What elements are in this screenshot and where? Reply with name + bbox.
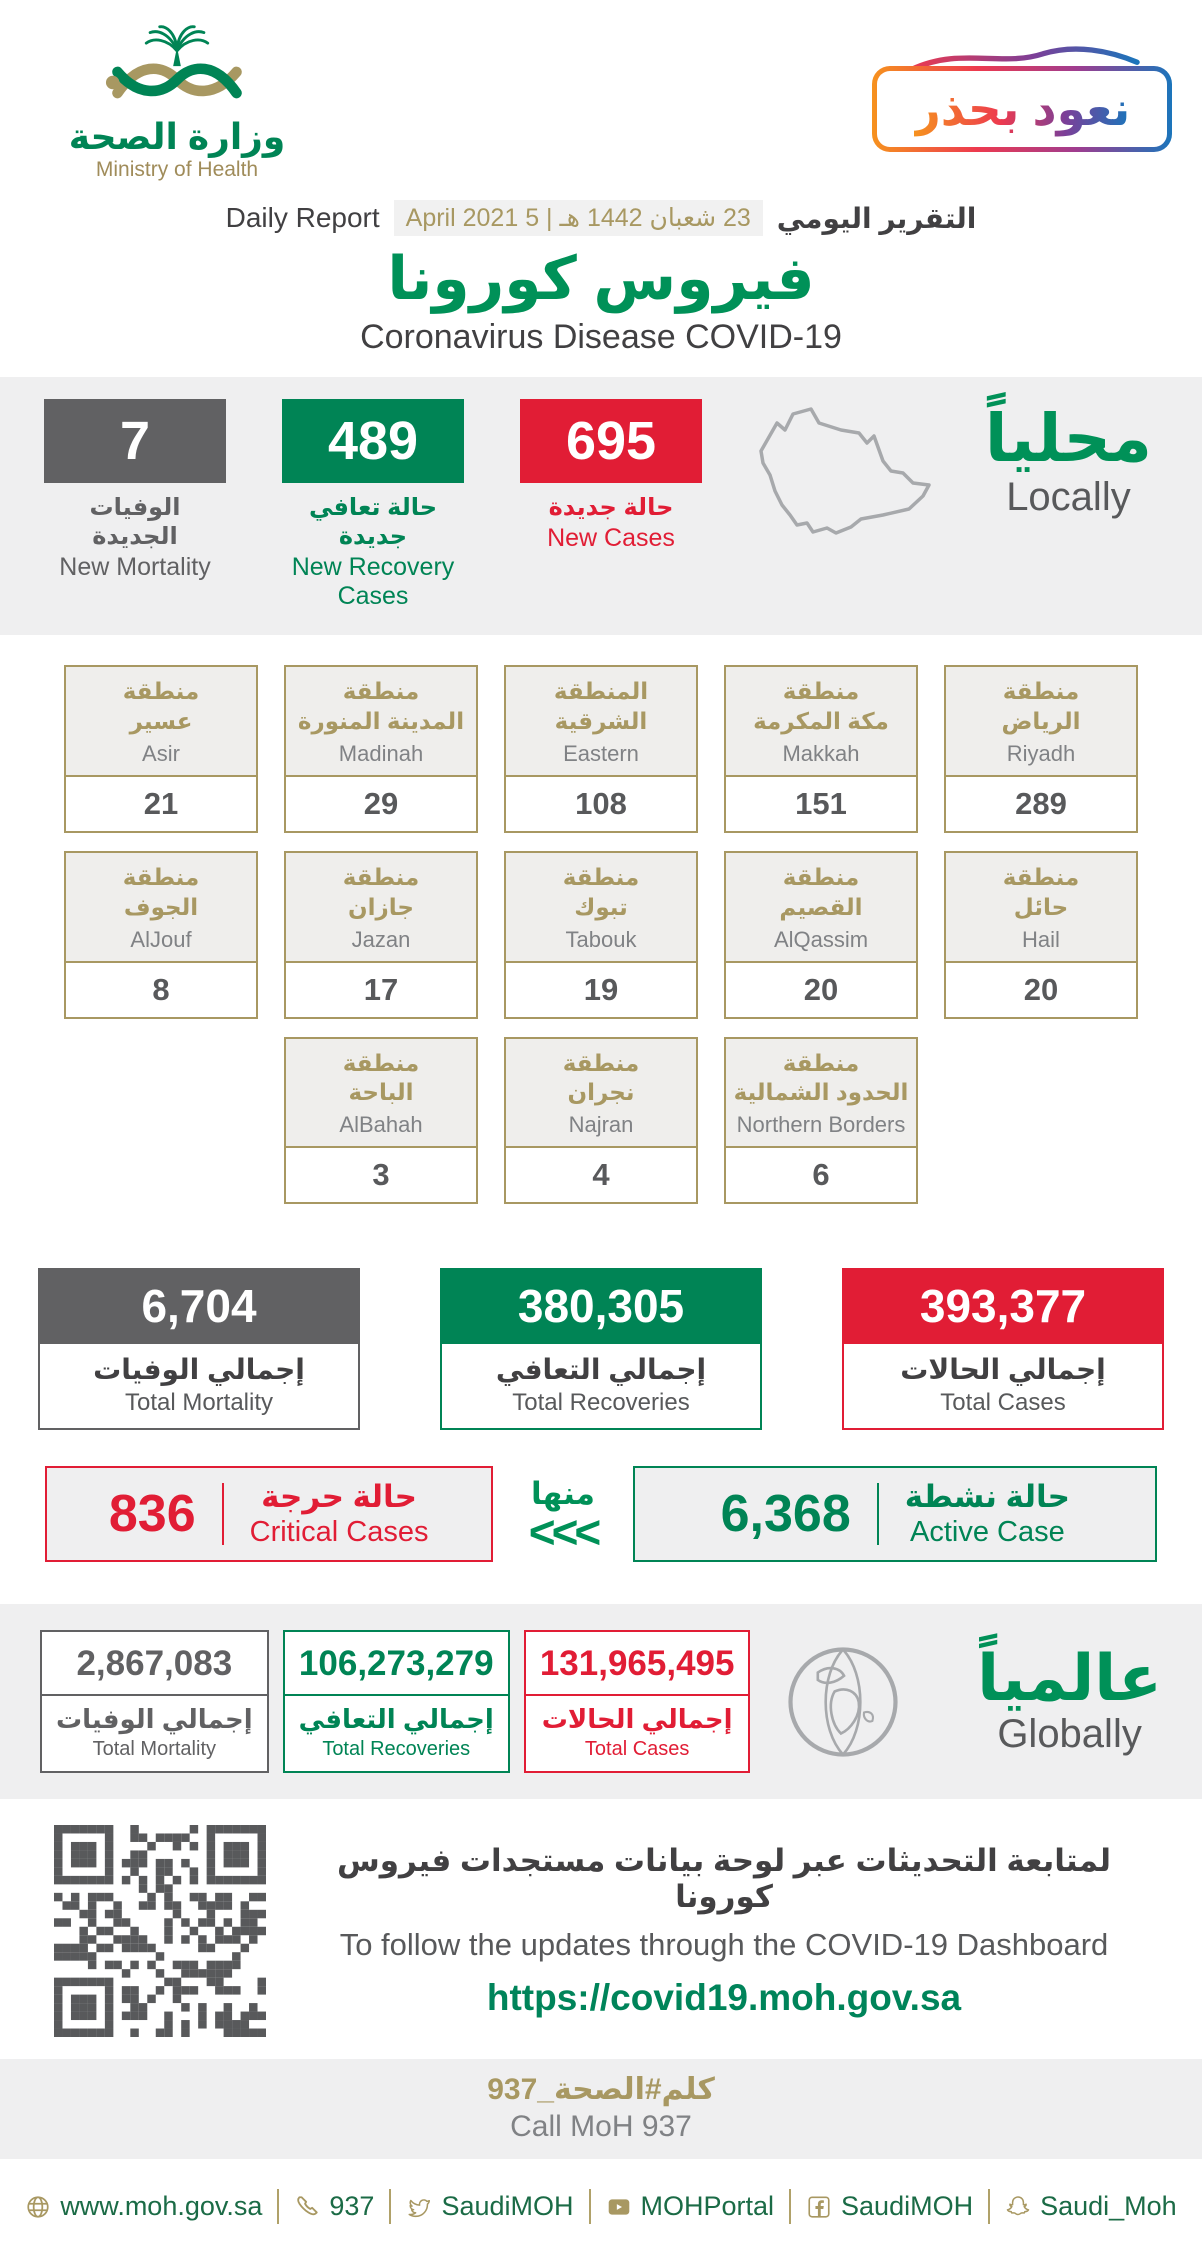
- region-prefix-arabic: منطقة: [122, 863, 200, 890]
- global-label-english: Total Mortality: [92, 1738, 216, 1761]
- report-line: [0, 200, 1202, 236]
- daily-report-label-en: Daily Report: [225, 202, 380, 233]
- active-label-arabic: حالة نشطة: [904, 1479, 1070, 1515]
- snapchat-icon: [1005, 2194, 1031, 2220]
- stat-label-english: New Cases: [547, 524, 675, 552]
- badge-text: نعود بحذر: [913, 82, 1131, 135]
- total-stat-box: [440, 1268, 762, 1430]
- globally-heading-arabic: عالمياً: [977, 1642, 1162, 1715]
- region-case-count: 20: [726, 961, 916, 1017]
- global-value: 106,273,279: [298, 1644, 494, 1684]
- region-case-count: 6: [726, 1146, 916, 1202]
- footer-link-label: 937: [329, 2191, 375, 2222]
- dashboard-note-english: To follow the updates through the COVID-19 Dashboard: [339, 1927, 1109, 1963]
- footer-link-item[interactable]: [990, 2189, 1192, 2224]
- region-card: [504, 665, 698, 833]
- region-card: [724, 665, 918, 833]
- region-card: [284, 665, 478, 833]
- of-which-indicator: [528, 1475, 598, 1558]
- footer-link-label: SaudiMOH: [841, 2191, 974, 2222]
- region-card: [64, 665, 258, 833]
- region-prefix-arabic: منطقة: [122, 678, 200, 704]
- critical-label-english: Critical Cases: [249, 1516, 429, 1549]
- dashboard-section: [0, 1799, 1202, 2055]
- region-name-english: Asir: [142, 740, 180, 766]
- global-stat-box: [283, 1630, 510, 1773]
- chevrons-left-icon: <<<: [528, 1505, 598, 1558]
- global-label-arabic: إجمالي التعافي: [298, 1704, 494, 1735]
- page-title-english: Coronavirus Disease COVID-19: [360, 318, 842, 356]
- stat-label-english: New Recovery Cases: [291, 553, 455, 610]
- critical-label-arabic: حالة حرجة: [261, 1479, 417, 1515]
- phone-icon: [294, 2194, 320, 2220]
- header: [0, 0, 1202, 192]
- region-case-count: 19: [506, 961, 696, 1017]
- global-value: 131,965,495: [539, 1644, 735, 1684]
- breakdown-row: [0, 1466, 1202, 1562]
- region-card-header: [946, 667, 1136, 775]
- region-case-count: 3: [286, 1146, 476, 1202]
- footer-links: [0, 2159, 1202, 2254]
- call-label-english: Call MoH 937: [510, 2110, 692, 2144]
- region-case-count: 151: [726, 775, 916, 831]
- locally-stat: [520, 399, 702, 611]
- stat-label-arabic: حالة جديدة: [548, 494, 674, 521]
- total-value: 380,305: [440, 1268, 762, 1344]
- logo-english-wordmark: Ministry of Health: [95, 157, 259, 181]
- saudi-arabia-map-icon: [728, 399, 938, 549]
- global-label-arabic: إجمالي الوفيات: [56, 1704, 253, 1735]
- locally-stats: [44, 399, 702, 611]
- region-card-header: [286, 1039, 476, 1147]
- region-name-english: Tabouk: [565, 926, 637, 952]
- region-card-header: [66, 853, 256, 961]
- footer-link-label: Saudi_Moh: [1040, 2191, 1177, 2222]
- page-title-arabic: فيروس كورونا: [387, 245, 815, 312]
- region-name-english: Madinah: [338, 740, 424, 766]
- total-label-english: Total Mortality: [124, 1389, 274, 1417]
- region-card: [504, 851, 698, 1019]
- of-which-label-arabic: منها: [531, 1475, 595, 1511]
- region-case-count: 21: [66, 775, 256, 831]
- region-name-arabic: الشرقية: [554, 707, 648, 734]
- daily-report-label-ar: التقرير اليومي: [776, 202, 977, 234]
- locally-section: [0, 377, 1202, 635]
- region-name-english: Makkah: [782, 740, 860, 766]
- locally-stat: [282, 399, 464, 611]
- global-label-english: Total Cases: [584, 1738, 690, 1761]
- region-card-header: [946, 853, 1136, 961]
- region-name-arabic: الجوف: [123, 893, 199, 920]
- regions-section: [0, 635, 1202, 1226]
- region-name-arabic: عسير: [129, 707, 193, 734]
- stat-value: 7: [44, 399, 226, 483]
- call-hashtag-arabic: كلم#الصحة_937: [487, 2073, 715, 2107]
- region-name-english: Najran: [568, 1112, 634, 1138]
- region-name-arabic: جازان: [348, 893, 414, 920]
- region-name-arabic: نجران: [567, 1079, 635, 1106]
- region-case-count: 8: [66, 961, 256, 1017]
- moh-logo: [52, 22, 302, 182]
- total-label-english: Total Recoveries: [512, 1389, 690, 1417]
- region-case-count: 289: [946, 775, 1136, 831]
- region-card-header: [66, 667, 256, 775]
- global-label-english: Total Recoveries: [322, 1738, 471, 1761]
- moh-palm-emblem-icon: [92, 22, 262, 118]
- active-cases-value: 6,368: [720, 1485, 851, 1544]
- region-case-count: 17: [286, 961, 476, 1017]
- footer-link-label: MOHPortal: [640, 2191, 775, 2222]
- divider: [285, 1694, 508, 1696]
- region-name-english: AlBahah: [339, 1112, 423, 1138]
- region-card-header: [506, 667, 696, 775]
- qr-code: [54, 1825, 266, 2037]
- region-card-header: [506, 853, 696, 961]
- youtube-icon: [606, 2194, 632, 2220]
- stat-label-arabic: حالة تعافي جديدة: [308, 494, 438, 550]
- dashboard-note-arabic: لمتابعة التحديثات عبر لوحة بيانات مستجدات فيروس كورونا: [337, 1843, 1111, 1915]
- locally-heading-english: Locally: [1006, 475, 1131, 519]
- total-label-english: Total Cases: [940, 1389, 1066, 1417]
- region-name-arabic: المدينة المنورة: [297, 707, 465, 734]
- region-name-arabic: القصيم: [779, 893, 863, 920]
- region-prefix-arabic: منطقة: [1002, 678, 1080, 704]
- total-stat-box: [842, 1268, 1164, 1430]
- region-prefix-arabic: منطقة: [562, 863, 640, 890]
- region-prefix-arabic: منطقة: [782, 678, 860, 704]
- region-card: [944, 665, 1138, 833]
- region-card: [64, 851, 258, 1019]
- region-name-english: AlJouf: [130, 926, 192, 952]
- globally-heading: [977, 1642, 1162, 1757]
- footer-link-item[interactable]: [391, 2189, 590, 2224]
- totals-row: [0, 1268, 1202, 1430]
- total-value: 6,704: [38, 1268, 360, 1344]
- globally-section: [0, 1604, 1202, 1799]
- region-card: [284, 1037, 478, 1205]
- total-stat-box: [38, 1268, 360, 1430]
- region-card: [944, 851, 1138, 1019]
- footer-link-label: www.moh.gov.sa: [60, 2191, 263, 2222]
- region-prefix-arabic: منطقة: [782, 1049, 860, 1076]
- footer-link-item[interactable]: [591, 2189, 792, 2224]
- total-label-arabic: إجمالي الحالات: [900, 1354, 1106, 1386]
- region-name-english: Hail: [1022, 926, 1060, 952]
- region-name-arabic: مكة المكرمة: [753, 707, 889, 734]
- locally-stat: [44, 399, 226, 611]
- globe-icon: [25, 2194, 51, 2220]
- twitter-icon: [406, 2194, 432, 2220]
- region-name-arabic: الباحة: [348, 1079, 414, 1106]
- logo-arabic-wordmark: وزارة الصحة: [68, 116, 286, 157]
- region-prefix-arabic: منطقة: [782, 863, 860, 890]
- region-prefix-arabic: المنطقة: [553, 678, 649, 704]
- region-card-header: [286, 667, 476, 775]
- region-prefix-arabic: منطقة: [1002, 863, 1080, 890]
- global-stat-box: [524, 1630, 751, 1773]
- stat-label-english: New Mortality: [59, 553, 211, 581]
- region-card: [284, 851, 478, 1019]
- region-name-arabic: الحدود الشمالية: [733, 1079, 909, 1106]
- globe-icon: [780, 1639, 906, 1765]
- critical-cases-box: [45, 1466, 493, 1562]
- divider: [222, 1483, 224, 1545]
- global-label-arabic: إجمالي الحالات: [541, 1704, 733, 1735]
- divider: [42, 1694, 267, 1696]
- footer-link-label: SaudiMOH: [441, 2191, 574, 2222]
- region-name-english: Eastern: [563, 740, 639, 766]
- footer-link-item[interactable]: [791, 2189, 990, 2224]
- region-prefix-arabic: منطقة: [342, 863, 420, 890]
- region-case-count: 29: [286, 775, 476, 831]
- region-card-header: [726, 667, 916, 775]
- region-prefix-arabic: منطقة: [562, 1049, 640, 1076]
- global-value: 2,867,083: [76, 1644, 233, 1684]
- active-cases-box: [633, 1466, 1157, 1562]
- region-row-1: [40, 665, 1162, 833]
- region-card-header: [506, 1039, 696, 1147]
- region-name-english: AlQassim: [773, 926, 869, 952]
- region-card-header: [726, 853, 916, 961]
- region-prefix-arabic: منطقة: [342, 678, 420, 704]
- footer-link-item[interactable]: [279, 2189, 391, 2224]
- global-stat-box: [40, 1630, 269, 1773]
- locally-heading: [985, 399, 1158, 520]
- region-card-header: [726, 1039, 916, 1147]
- region-case-count: 4: [506, 1146, 696, 1202]
- stat-value: 695: [520, 399, 702, 483]
- facebook-icon: [806, 2194, 832, 2220]
- total-value: 393,377: [842, 1268, 1164, 1344]
- region-name-arabic: حائل: [1013, 893, 1069, 920]
- region-case-count: 20: [946, 961, 1136, 1017]
- call-moh-band: [0, 2059, 1202, 2159]
- globally-stats: [40, 1630, 750, 1773]
- region-card: [504, 1037, 698, 1205]
- region-card: [724, 851, 918, 1019]
- stat-value: 489: [282, 399, 464, 483]
- region-name-english: Northern Borders: [736, 1112, 906, 1138]
- locally-heading-arabic: محلياً: [984, 401, 1152, 475]
- dashboard-url-link[interactable]: https://covid19.moh.gov.sa: [486, 1977, 962, 2019]
- active-label-english: Active Case: [909, 1516, 1065, 1549]
- divider: [526, 1694, 749, 1696]
- divider: [877, 1483, 879, 1545]
- region-name-english: Riyadh: [1006, 740, 1076, 766]
- stat-label-arabic: الوفيات الجديدة: [89, 494, 181, 550]
- total-label-arabic: إجمالي التعافي: [495, 1354, 707, 1386]
- total-label-arabic: إجمالي الوفيات: [93, 1354, 305, 1386]
- globally-heading-english: Globally: [997, 1712, 1142, 1757]
- region-card-header: [286, 853, 476, 961]
- region-card: [724, 1037, 918, 1205]
- region-name-english: Jazan: [351, 926, 411, 952]
- footer-link-item[interactable]: [10, 2189, 279, 2224]
- critical-cases-value: 836: [108, 1485, 196, 1544]
- region-row-3: [40, 1037, 1162, 1205]
- report-date: 23 شعبان 1442 هـ | 5 April 2021: [394, 200, 763, 236]
- region-name-arabic: تبوك: [574, 893, 628, 920]
- badge-frame: [872, 66, 1172, 152]
- region-prefix-arabic: منطقة: [342, 1049, 420, 1076]
- return-with-caution-badge: [872, 44, 1172, 164]
- region-row-2: [40, 851, 1162, 1019]
- region-case-count: 108: [506, 775, 696, 831]
- region-name-arabic: الرياض: [1001, 707, 1081, 734]
